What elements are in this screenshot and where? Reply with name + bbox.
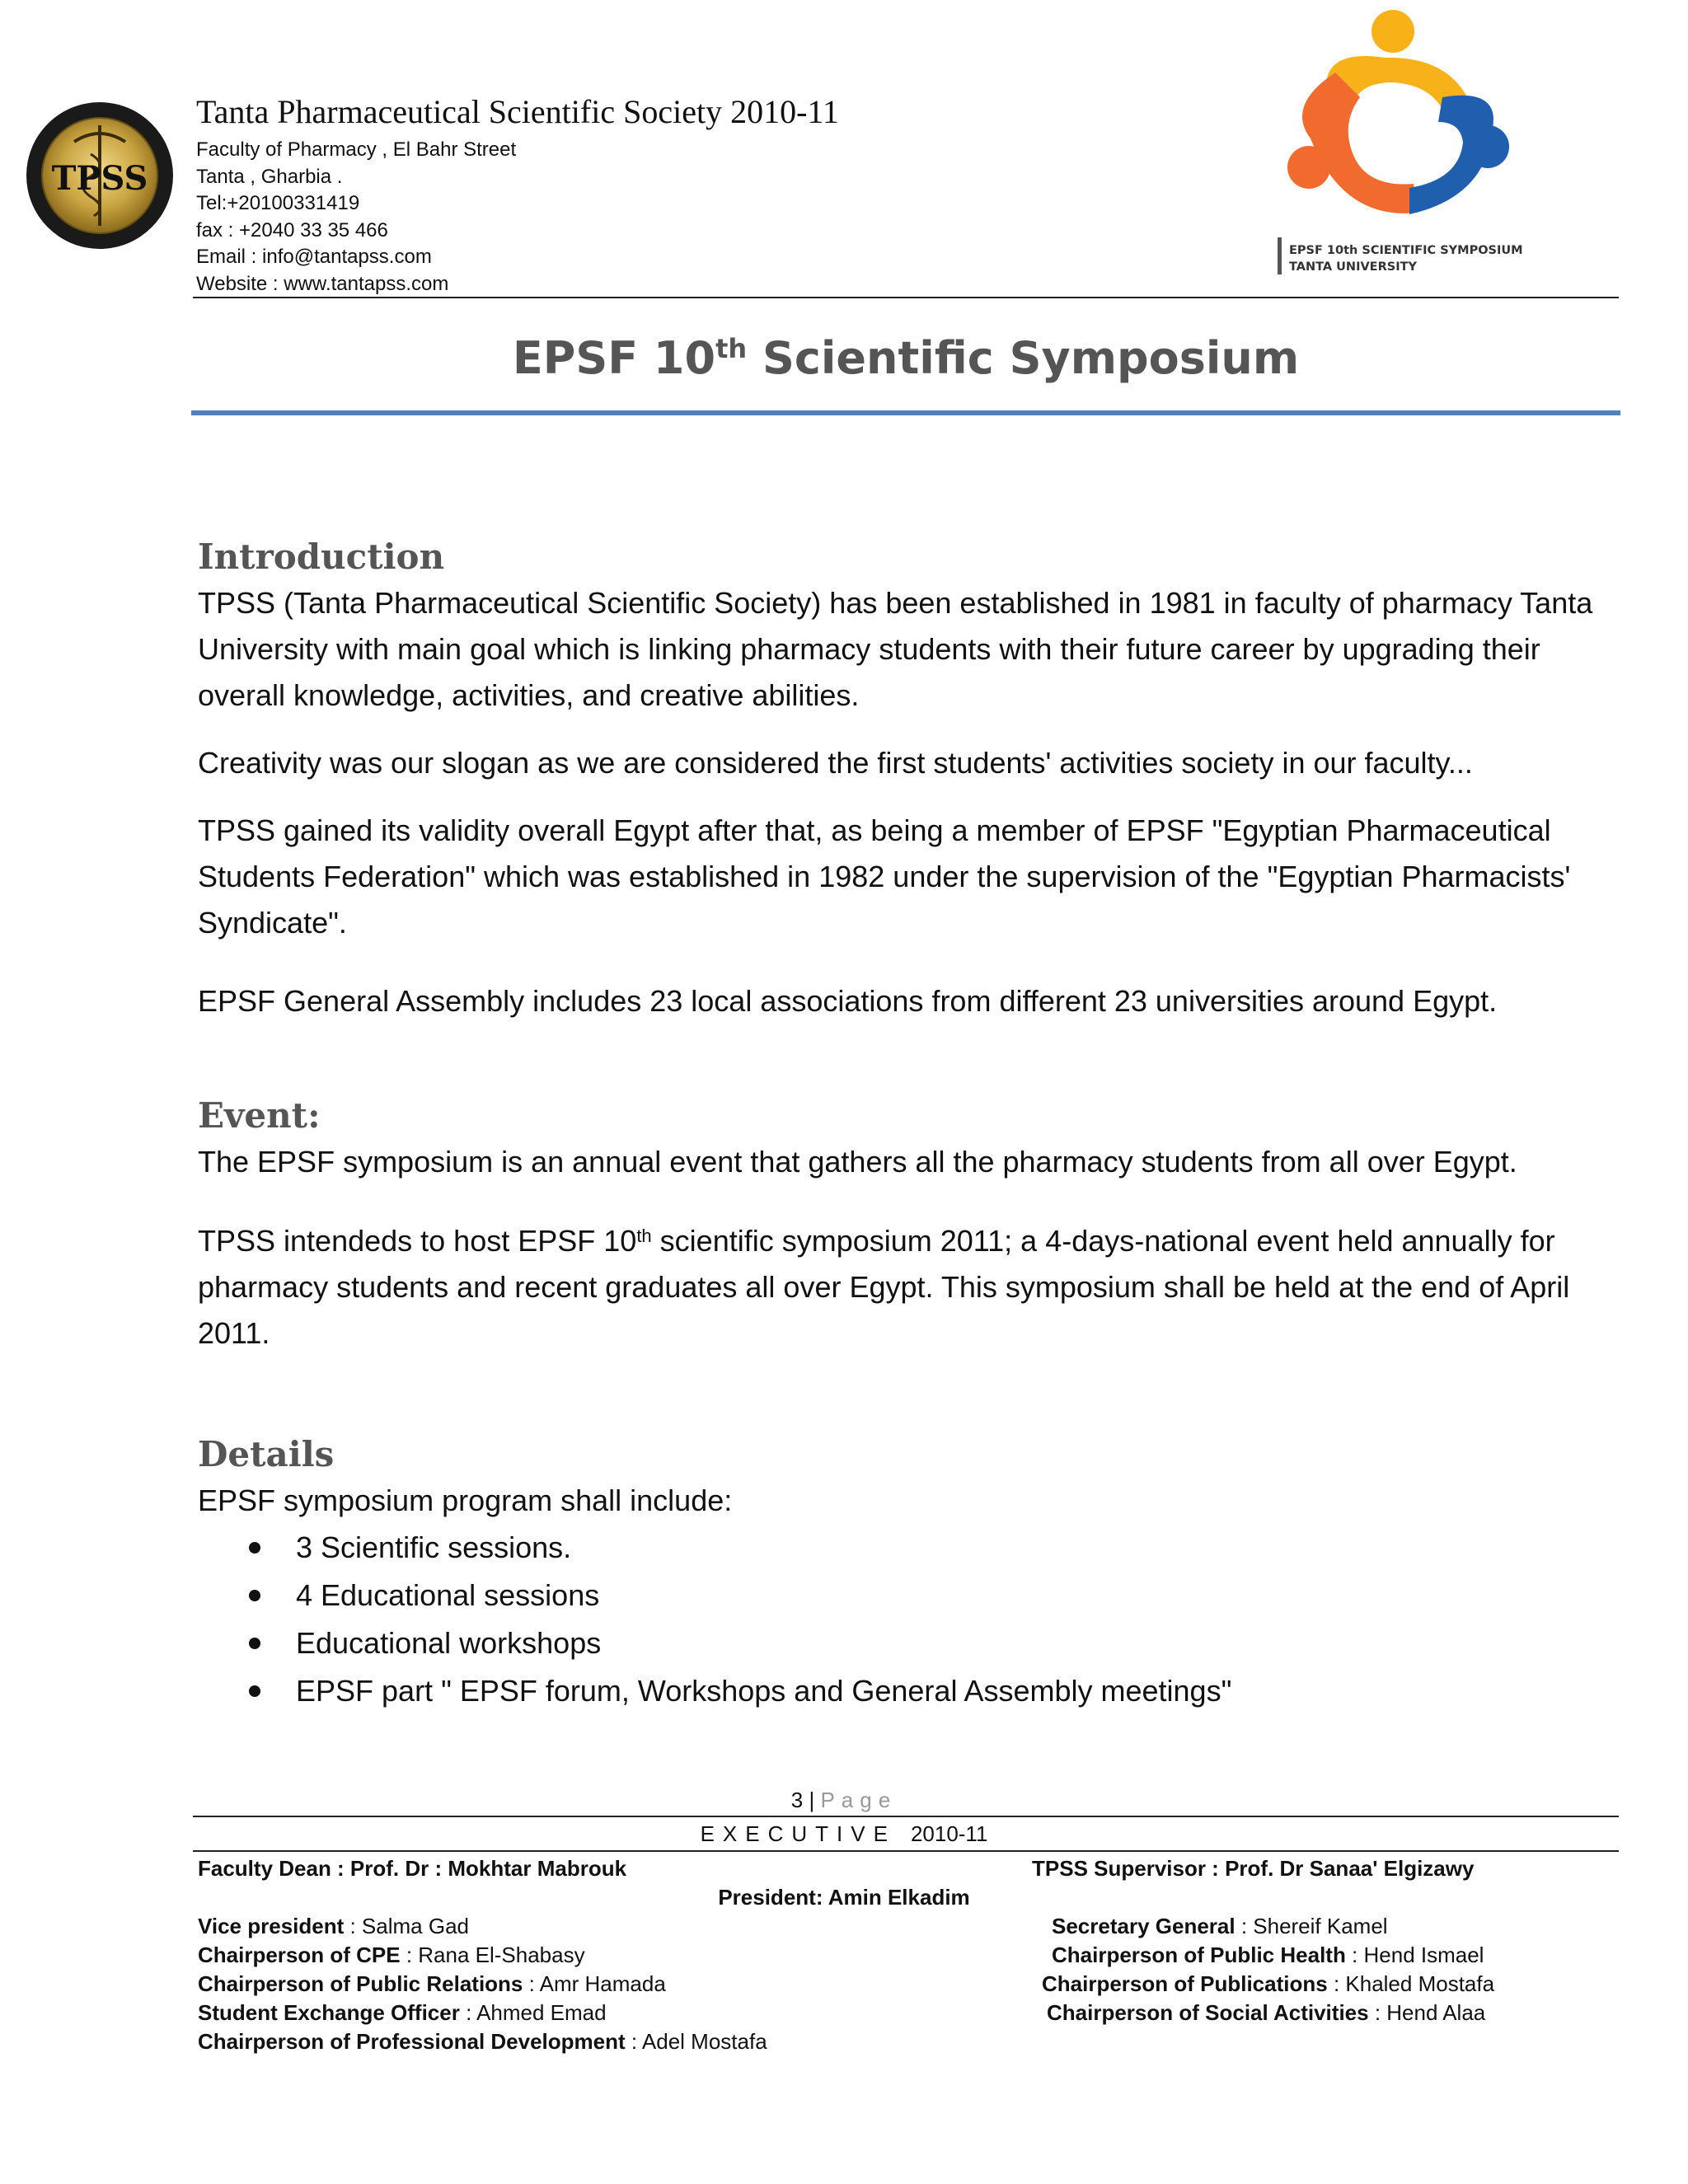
phone-line: Tel:+20100331419: [196, 192, 360, 214]
exec-role: Chairperson of Public Relations: [198, 1971, 523, 1996]
executive-year: 2010-11: [910, 1821, 988, 1846]
page-number-value: 3: [790, 1788, 804, 1812]
president-text: President: Amin Elkadim: [718, 1885, 970, 1910]
event-paragraph-1: The EPSF symposium is an annual event that gathers all the pharmacy students from all over Egypt.: [198, 1145, 1517, 1179]
title-superscript: th: [715, 333, 748, 364]
exec-role: Chairperson of Public Health: [1052, 1943, 1346, 1967]
event-p2-end: scientific symposium 2011; a 4-days-national event held annually for pharmacy students and recent graduates all over Egypt. This symposium shall be held at the end of April 2011.: [198, 1224, 1570, 1350]
event-p2-superscript: th: [636, 1226, 652, 1246]
event-p2-start: TPSS intendeds to host EPSF 10: [198, 1224, 637, 1258]
footer-divider-bottom: [193, 1850, 1619, 1852]
address-line-city: Tanta , Gharbia .: [196, 165, 343, 188]
event-paragraph-2: [198, 1218, 1615, 1357]
faculty-dean-text: Faculty Dean : Prof. Dr : Mokhtar Mabrouk: [198, 1856, 627, 1881]
exec-name: : Rana El-Shabasy: [400, 1943, 585, 1967]
faculty-dean: [198, 1854, 626, 1883]
bullet-icon: [249, 1685, 260, 1697]
fax-line: fax : +2040 33 35 466: [196, 218, 388, 241]
exec-name: : Khaled Mostafa: [1327, 1971, 1495, 1996]
intro-paragraph-3: TPSS gained its validity overall Egypt after that, as being a member of EPSF "Egyptian Pharmaceutical Students Federation" which was established in 1982 under the supervision of the "Egyptian Pharmacists' Syndicate".: [198, 813, 1571, 940]
exec-left-1: [198, 1912, 469, 1941]
exec-role: Vice president: [198, 1914, 345, 1938]
document-body: [198, 534, 1615, 1715]
footer-divider-top: [193, 1816, 1619, 1817]
title-underline: [191, 410, 1620, 415]
exec-role: Chairperson of Publications: [1042, 1971, 1328, 1996]
tpss-supervisor: [1032, 1854, 1474, 1883]
website-line: Website : www.tantapss.com: [196, 272, 449, 295]
exec-role: Chairperson of Social Activities: [1047, 2000, 1369, 2025]
exec-name: : Hend Alaa: [1368, 2000, 1486, 2025]
exec-role: Chairperson of CPE: [198, 1943, 401, 1967]
details-heading: Details: [198, 1434, 335, 1474]
exec-role: Secretary General: [1052, 1914, 1236, 1938]
list-item-text: 4 Educational sessions: [296, 1578, 600, 1612]
page-word: Page: [820, 1788, 898, 1812]
exec-name: : Hend Ismael: [1345, 1943, 1484, 1967]
bullet-icon: [249, 1542, 260, 1554]
header-divider: [193, 297, 1619, 298]
exec-right-4: [1047, 1999, 1485, 2027]
seal-text: TPSS: [51, 159, 148, 198]
introduction-heading: Introduction: [198, 537, 445, 577]
intro-paragraph-2: Creativity was our slogan as we are considered the first students' activities society in our faculty...: [198, 746, 1473, 780]
title-suffix: Scientific Symposium: [747, 332, 1300, 384]
intro-paragraph-1: TPSS (Tanta Pharmaceutical Scientific Society) has been established in 1981 in faculty of pharmacy Tanta University with main goal which is linking pharmacy students with their future career by upgrading their overall knowledge, activities, and creative abilities.: [198, 586, 1593, 712]
exec-name: : Ahmed Emad: [459, 2000, 607, 2025]
email-line: Email : info@tantapss.com: [196, 246, 432, 268]
list-item-text: EPSF part " EPSF forum, Workshops and General Assembly meetings": [296, 1674, 1232, 1708]
list-item-text: 3 Scientific sessions.: [296, 1530, 572, 1564]
exec-role: Chairperson of Professional Development: [198, 2029, 626, 2054]
program-list: [198, 1524, 1615, 1715]
exec-right-2: [1052, 1941, 1484, 1970]
list-item-text: Educational workshops: [296, 1626, 602, 1660]
exec-right-3: [1042, 1970, 1494, 1999]
list-item: [198, 1619, 1615, 1667]
epsf-symposium-logo: [1278, 7, 1525, 279]
logo-caption-line-2: TANTA UNIVERSITY: [1289, 260, 1417, 274]
exec-name: : Adel Mostafa: [625, 2029, 767, 2054]
org-name: Tanta Pharmaceutical Scientific Society 2010-11: [196, 93, 839, 130]
exec-right-1: [1052, 1912, 1388, 1941]
intro-paragraph-4: EPSF General Assembly includes 23 local associations from different 23 universities around Egypt.: [198, 984, 1498, 1018]
exec-left-2: [198, 1941, 585, 1970]
exec-left-4: [198, 1999, 607, 2027]
bullet-icon: [249, 1638, 260, 1649]
bullet-icon: [249, 1590, 260, 1601]
exec-name: : Shereif Kamel: [1235, 1914, 1388, 1938]
event-heading: Event:: [198, 1095, 321, 1136]
list-item: [198, 1572, 1615, 1619]
address-line-street: Faculty of Pharmacy , El Bahr Street: [196, 138, 517, 161]
executive-word: EXECUTIVE: [700, 1821, 896, 1846]
title-prefix: EPSF 10: [512, 332, 716, 384]
exec-name: : Salma Gad: [344, 1914, 469, 1938]
list-item: [198, 1524, 1615, 1572]
tpss-supervisor-text: TPSS Supervisor : Prof. Dr Sanaa' Elgizawy: [1032, 1856, 1475, 1881]
list-item: [198, 1667, 1615, 1715]
tpss-seal-logo: [25, 101, 175, 251]
president: [0, 1883, 1688, 1912]
page-separator: |: [803, 1788, 821, 1812]
exec-name: : Amr Hamada: [523, 1971, 666, 1996]
executive-heading: [0, 1820, 1688, 1848]
exec-role: Student Exchange Officer: [198, 2000, 460, 2025]
exec-left-5: [198, 2027, 767, 2056]
logo-caption-line-1: EPSF 10th SCIENTIFIC SYMPOSIUM: [1289, 244, 1523, 257]
details-intro: EPSF symposium program shall include:: [198, 1483, 733, 1517]
exec-left-3: [198, 1970, 666, 1999]
letterhead: [196, 92, 938, 298]
page-number: [0, 1787, 1688, 1813]
page-title: [193, 330, 1619, 387]
